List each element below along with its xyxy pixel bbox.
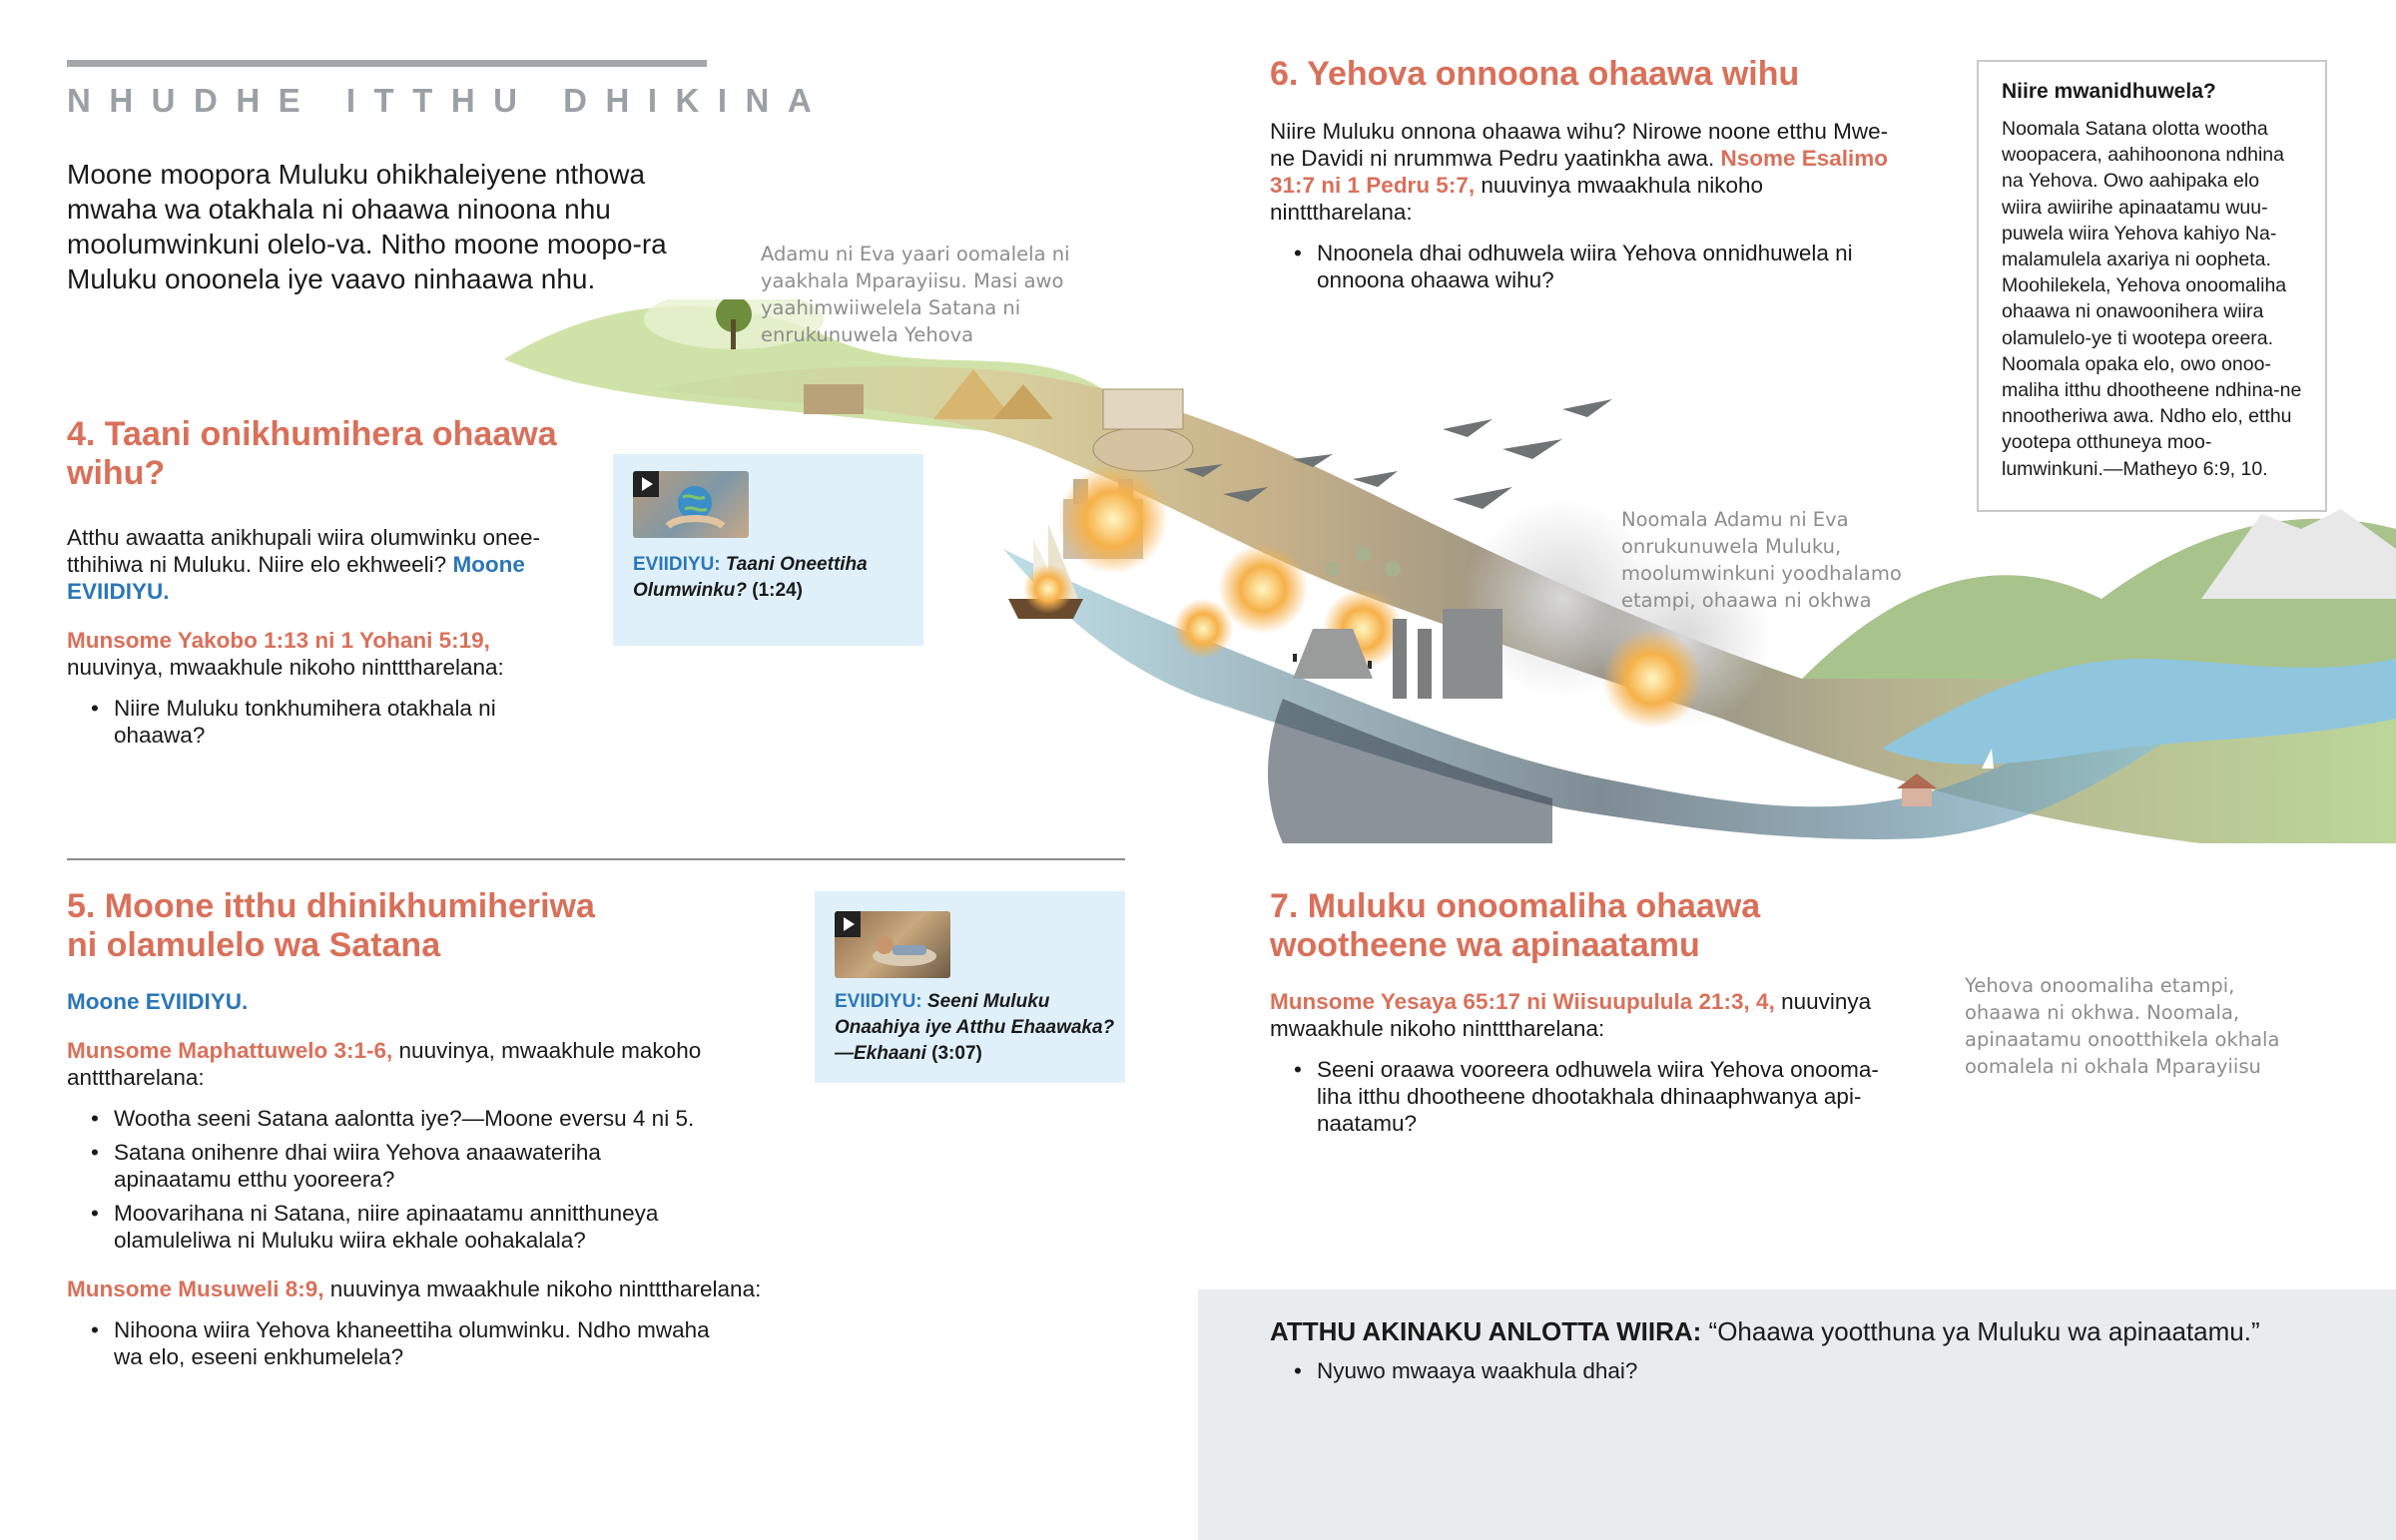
- list-item: • Nnoonela dhai odhuwela wiira Yehova onnidhuwela ni onnoona ohaawa wihu?: [1270, 240, 1869, 293]
- scripture-link[interactable]: Munsome Yesaya 65:17 ni Wiisuupulula 21:3, 4,: [1270, 989, 1775, 1014]
- list-item: • Wootha seeni Satana aalontta iye?—Moone eversu 4 ni 5.: [67, 1105, 706, 1132]
- did-you-know-box: [1977, 60, 2327, 512]
- section-7-read: Munsome Yesaya 65:17 ni Wiisuupulula 21:3, 4, nuuvinya mwaakhule nikoho nintttharelana:: [1270, 989, 1872, 1041]
- section-5-heading: 5. Moone itthu dhinikhumiheriwa ni olamulelo wa Satana: [67, 887, 595, 964]
- section-5-questions-1: [67, 1105, 706, 1254]
- video-1-duration: (1:24): [752, 580, 803, 601]
- kicker-rule: [67, 60, 707, 67]
- section-4: [67, 415, 586, 756]
- section-5-read-1: Munsome Maphattuwelo 3:1-6, nuuvinya, mwaakhule makoho antttharelana:: [67, 1038, 702, 1090]
- watch-video-link[interactable]: Moone EVIIDIYU.: [67, 989, 249, 1014]
- section-5-questions-2: [67, 1316, 726, 1370]
- section-4-heading: 4. Taani onikhumihera ohaawa wihu?: [67, 415, 557, 492]
- video-thumbnail[interactable]: [835, 911, 950, 978]
- some-people-say-questions: [1270, 1357, 2260, 1384]
- some-people-say-quote: “Ohaawa yootthuna ya Muluku wa apinaatamu.”: [1708, 1316, 2260, 1346]
- section-5: [67, 887, 786, 1377]
- watch-video-link[interactable]: Moone EVIIDIYU.: [67, 552, 525, 604]
- video-2-duration: (3:07): [931, 1043, 982, 1064]
- section-7-heading: 7. Muluku onoomaliha ohaawa wootheene wa apinaatamu: [1270, 887, 1761, 964]
- intro-paragraph: Moone moopora Muluku ohikhaleiyene nthowa mwaha wa otakhala ni ohaawa ninoona nhu moolumwinkuni olelo-va. Nitho moone moopo-ra Muluku onoonela iye vaavo ninhaawa nhu.: [67, 159, 667, 294]
- section-7-questions: [1270, 1056, 1889, 1137]
- scripture-link[interactable]: Nsome Esalimo 31:7 ni 1 Pedru 5:7,: [1270, 146, 1889, 198]
- list-item: • Seeni oraawa vooreera odhuwela wiira Yehova onooma-liha itthu dhootheene dhootakhala dhinaaphwanya api-naatamu?: [1270, 1056, 1889, 1137]
- video-1-title: Taani Oneettiha Olumwinku?: [633, 554, 868, 601]
- section-6-intro: Niire Muluku onnona ohaawa wihu? Nirowe noone etthu Mwe-ne Davidi ni nrummwa Pedru yaatinkha awa. Nsome Esalimo 31:7 ni 1 Pedru 5:7, nuuvinya mwaakhula nikoho nintttharelana:: [1270, 119, 1889, 225]
- play-icon[interactable]: [633, 471, 659, 497]
- section-4-read: Munsome Yakobo 1:13 ni 1 Yohani 5:19, nuuvinya, mwaakhule nikoho nintttharelana:: [67, 628, 504, 680]
- caption-fall: Noomala Adamu ni Eva onrukunuwela Muluku, moolumwinkuni yoodhalamo etampi, ohaawa ni okhwa: [1621, 508, 1902, 612]
- list-item: • Niire Muluku tonkhumihera otakhala ni ohaawa?: [67, 695, 523, 749]
- section-5-read-2: Munsome Musuweli 8:9, nuuvinya mwaakhule nikoho nintttharelana:: [67, 1277, 762, 1301]
- list-item: • Moovarihana ni Satana, niire apinaatamu annitthuneya olamuleliwa ni Muluku wiira ekhale oohakalala?: [67, 1200, 706, 1254]
- some-people-say-line: [1270, 1315, 2260, 1347]
- video-card-2[interactable]: [815, 891, 1125, 1083]
- scripture-link[interactable]: Munsome Maphattuwelo 3:1-6,: [67, 1038, 393, 1063]
- list-item: • Nyuwo mwaaya waakhula dhai?: [1270, 1357, 2260, 1384]
- section-4-questions: [67, 695, 586, 749]
- caption-eden: Adamu ni Eva yaari oomalela ni yaakhala Mparayiisu. Masi awo yaahimwiiwelela Satana ni enrukunuwela Yehova: [761, 243, 1070, 346]
- section-4-intro: Atthu awaatta anikhupali wiira olumwinku onee-tthihiwa ni Muluku. Niire elo ekhweeli? Moone EVIIDIYU.: [67, 525, 541, 604]
- section-6-heading: 6. Yehova onnoona ohaawa wihu: [1270, 55, 1800, 93]
- scripture-link[interactable]: Munsome Yakobo 1:13 ni 1 Yohani 5:19,: [67, 628, 490, 653]
- section-divider: [67, 858, 1125, 860]
- some-people-say-label: ATTHU AKINAKU ANLOTTA WIIRA:: [1270, 1316, 1702, 1346]
- video-thumbnail[interactable]: [633, 471, 749, 538]
- video-2-title: Seeni Muluku Onaahiya iye Atthu Ehaawaka?—Ekhaani: [835, 991, 1115, 1064]
- did-you-know-title: Niire mwanidhuwela?: [2002, 80, 2216, 103]
- section-5-watch: [67, 988, 786, 1015]
- section-6: [1270, 55, 1909, 300]
- play-icon[interactable]: [835, 911, 861, 937]
- section-6-questions: [1270, 240, 1869, 293]
- video-card-1[interactable]: [613, 454, 923, 646]
- video-2-caption: EVIIDIYU: Seeni Muluku Onaahiya iye Atthu Ehaawaka?—Ekhaani (3:07): [835, 991, 1115, 1064]
- did-you-know-text: Noomala Satana olotta wootha woopacera, aahihoonona ndhina na Yehova. Owo aahipaka elo wiira awiirihe apinaatamu wuu-puwela wiira Yehova kahiyo Na-malamulela axariya ni oopheta. Moohilekela, Yehova onoomaliha ohaawa ni onawoonihera wiira olamulelo-ye ti wootepa oreera. Noomala opaka elo, owo onoo-maliha itthu dhootheene ndhina-ne nnootheriwa awa. Ndho elo, etthu yootepa otthuneya moo-lumwinkuni.—Matheyo 6:9, 10.: [2002, 118, 2302, 480]
- section-7: [1270, 887, 1909, 1144]
- some-people-say: [1270, 1315, 2260, 1391]
- kicker-title: NHUDHE ITTHU DHIKINA: [67, 82, 831, 119]
- list-item: • Satana onihenre dhai wiira Yehova anaawateriha apinaatamu etthu yooreera?: [67, 1139, 706, 1193]
- list-item: • Nihoona wiira Yehova khaneettiha olumwinku. Ndho mwaha wa elo, eseeni enkhumelela?: [67, 1316, 726, 1370]
- scripture-link[interactable]: Munsome Musuweli 8:9,: [67, 1277, 324, 1301]
- video-1-caption: EVIIDIYU: Taani Oneettiha Olumwinku? (1:24): [633, 554, 868, 601]
- caption-paradise: Yehova onoomaliha etampi, ohaawa ni okhwa. Noomala, apinaatamu onootthikela okhala oomalela ni okhala Mparayiisu: [1965, 974, 2280, 1078]
